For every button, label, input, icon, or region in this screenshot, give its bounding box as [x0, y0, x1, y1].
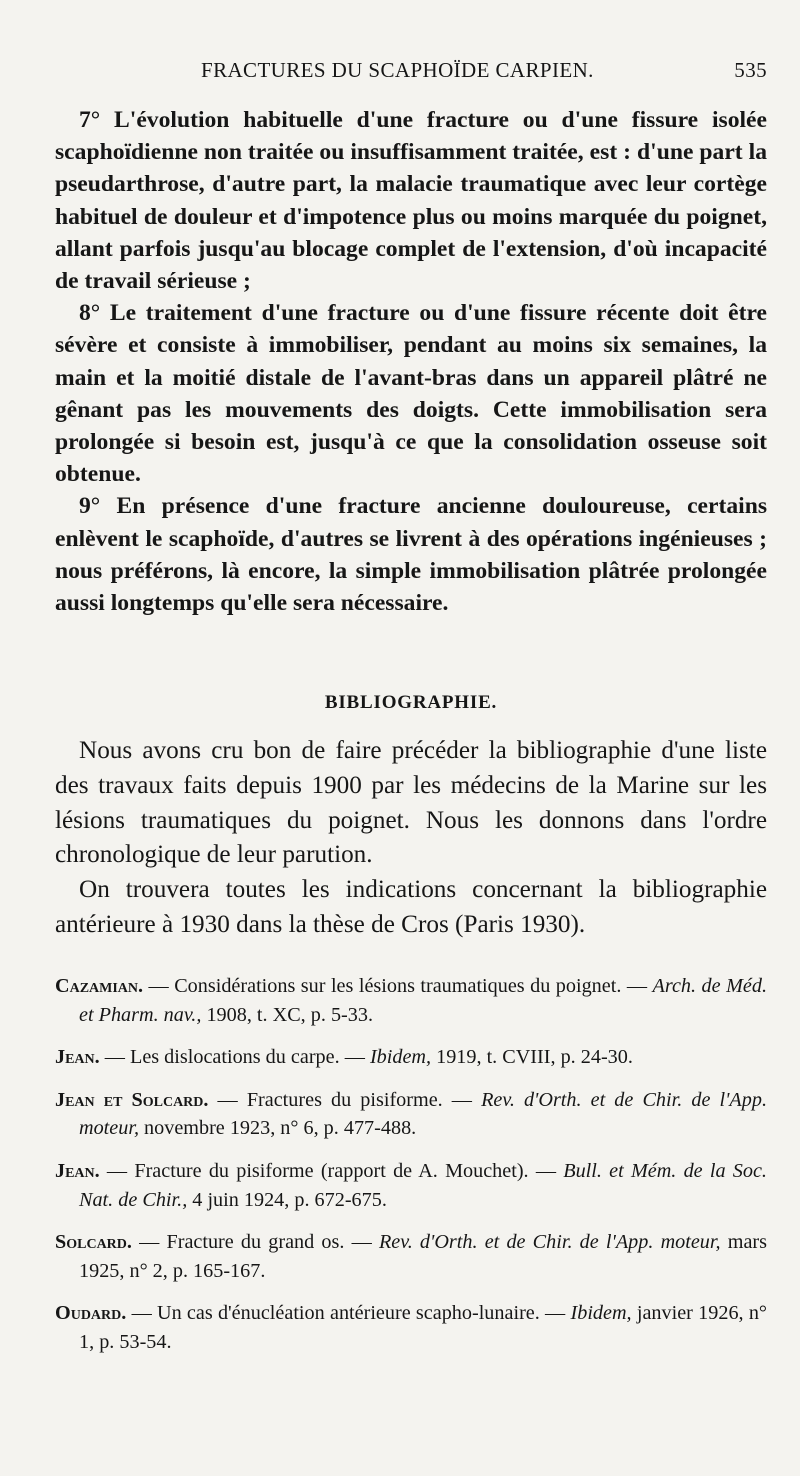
reference-title: — Un cas d'énucléation antérieure scapho-lunaire. —	[126, 1302, 571, 1325]
reference-title: — Considérations sur les lésions traumatiques du poignet. —	[143, 975, 653, 997]
bibliography-heading: BIBLIOGRAPHIE.	[324, 692, 498, 713]
reference-title: — Fracture du pisiforme (rapport de A. Mouchet). —	[99, 1159, 564, 1182]
reference-journal: Bull. et Mém. de la Soc. Nat. de Chir.,	[79, 1159, 767, 1211]
paragraph-9: 9° En présence d'une fracture ancienne douloureuse, certains enlèvent le scaphoïde, d'autres se livrent à des opérations ingénieuses ; nous préférons, là encore, la simple immobilisation plâtrée prolongée aussi longtemps qu'elle sera nécessaire.	[55, 493, 767, 617]
intro-paragraph: Nous avons cru bon de faire précéder la bibliographie d'une liste des travaux faits depuis 1900 par les médecins de la Marine sur les lésions traumatiques du poignet. Nous les donnons dans l'ordre chronologique de leur parution.	[55, 737, 767, 869]
reference-entry	[55, 1043, 767, 1072]
reference-details: 1919, t. CVIII, p. 24-30.	[431, 1046, 633, 1069]
reference-journal: Rev. d'Orth. et de Chir. de l'App. moteur,	[378, 1231, 721, 1254]
reference-title: — Fracture du grand os. —	[131, 1231, 379, 1254]
paragraph-8: 8° Le traitement d'une fracture ou d'une fissure récente doit être sévère et consiste à immobiliser, pendant au moins six semaines, la main et la moitié distale de l'avant-bras dans un appareil plâtré ne gênant pas les mouvements des doigts. Cette immobilisation sera prolongée si besoin est, jusqu'à ce que la consolidation osseuse soit obtenue.	[55, 300, 767, 488]
reference-entry	[55, 972, 767, 1029]
reference-entry	[55, 1086, 767, 1143]
reference-author: Cazamian.	[55, 975, 144, 997]
reference-entry	[55, 1299, 767, 1356]
reference-title: — Fractures du pisiforme. —	[208, 1088, 482, 1111]
intro-paragraph: On trouvera toutes les indications concernant la bibliographie antérieure à 1930 dans la thèse de Cros (Paris 1930).	[55, 876, 767, 938]
reference-details: mars 1925, n° 2, p. 165-167.	[79, 1231, 767, 1282]
reference-details: novembre 1923, n° 6, p. 477-488.	[139, 1117, 417, 1140]
reference-author: Jean.	[55, 1046, 100, 1069]
reference-list	[55, 972, 767, 1371]
reference-author: Jean et Solcard.	[55, 1088, 209, 1111]
reference-author: Jean.	[55, 1159, 100, 1182]
running-title: FRACTURES DU SCAPHOÏDE CARPIEN.	[201, 58, 594, 82]
reference-journal: Ibidem,	[369, 1046, 432, 1069]
reference-journal: Rev. d'Orth. et de Chir. de l'App. moteur,	[79, 1088, 767, 1140]
page-number: 535	[734, 58, 767, 82]
paragraph-7: 7° L'évolution habituelle d'une fracture ou d'une fissure isolée scaphoïdienne non traitée ou insuffisamment traitée, est : d'une part la pseudarthrose, d'autre part, la malacie traumatique avec leur cortège habituel de douleur et d'impotence plus ou moins marquée du poignet, allant parfois jusqu'au blocage complet de l'extension, d'où incapacité de travail sérieuse ;	[55, 107, 767, 295]
reference-journal: Ibidem,	[570, 1302, 632, 1325]
reference-entry	[55, 1228, 767, 1285]
reference-details: janvier 1926, n° 1, p. 53-54.	[79, 1302, 768, 1353]
running-header	[55, 58, 767, 92]
bibliography-intro	[55, 734, 767, 943]
reference-author: Oudard.	[55, 1302, 127, 1325]
reference-journal: Arch. de Méd. et Pharm. nav.,	[79, 975, 767, 1026]
reference-details: 1908, t. XC, p. 5-33.	[201, 1003, 373, 1026]
main-text	[55, 104, 767, 619]
reference-entry	[55, 1157, 767, 1214]
reference-author: Solcard.	[55, 1231, 132, 1254]
reference-title: — Les dislocations du carpe. —	[99, 1046, 370, 1069]
reference-details: 4 juin 1924, p. 672-675.	[187, 1188, 387, 1211]
